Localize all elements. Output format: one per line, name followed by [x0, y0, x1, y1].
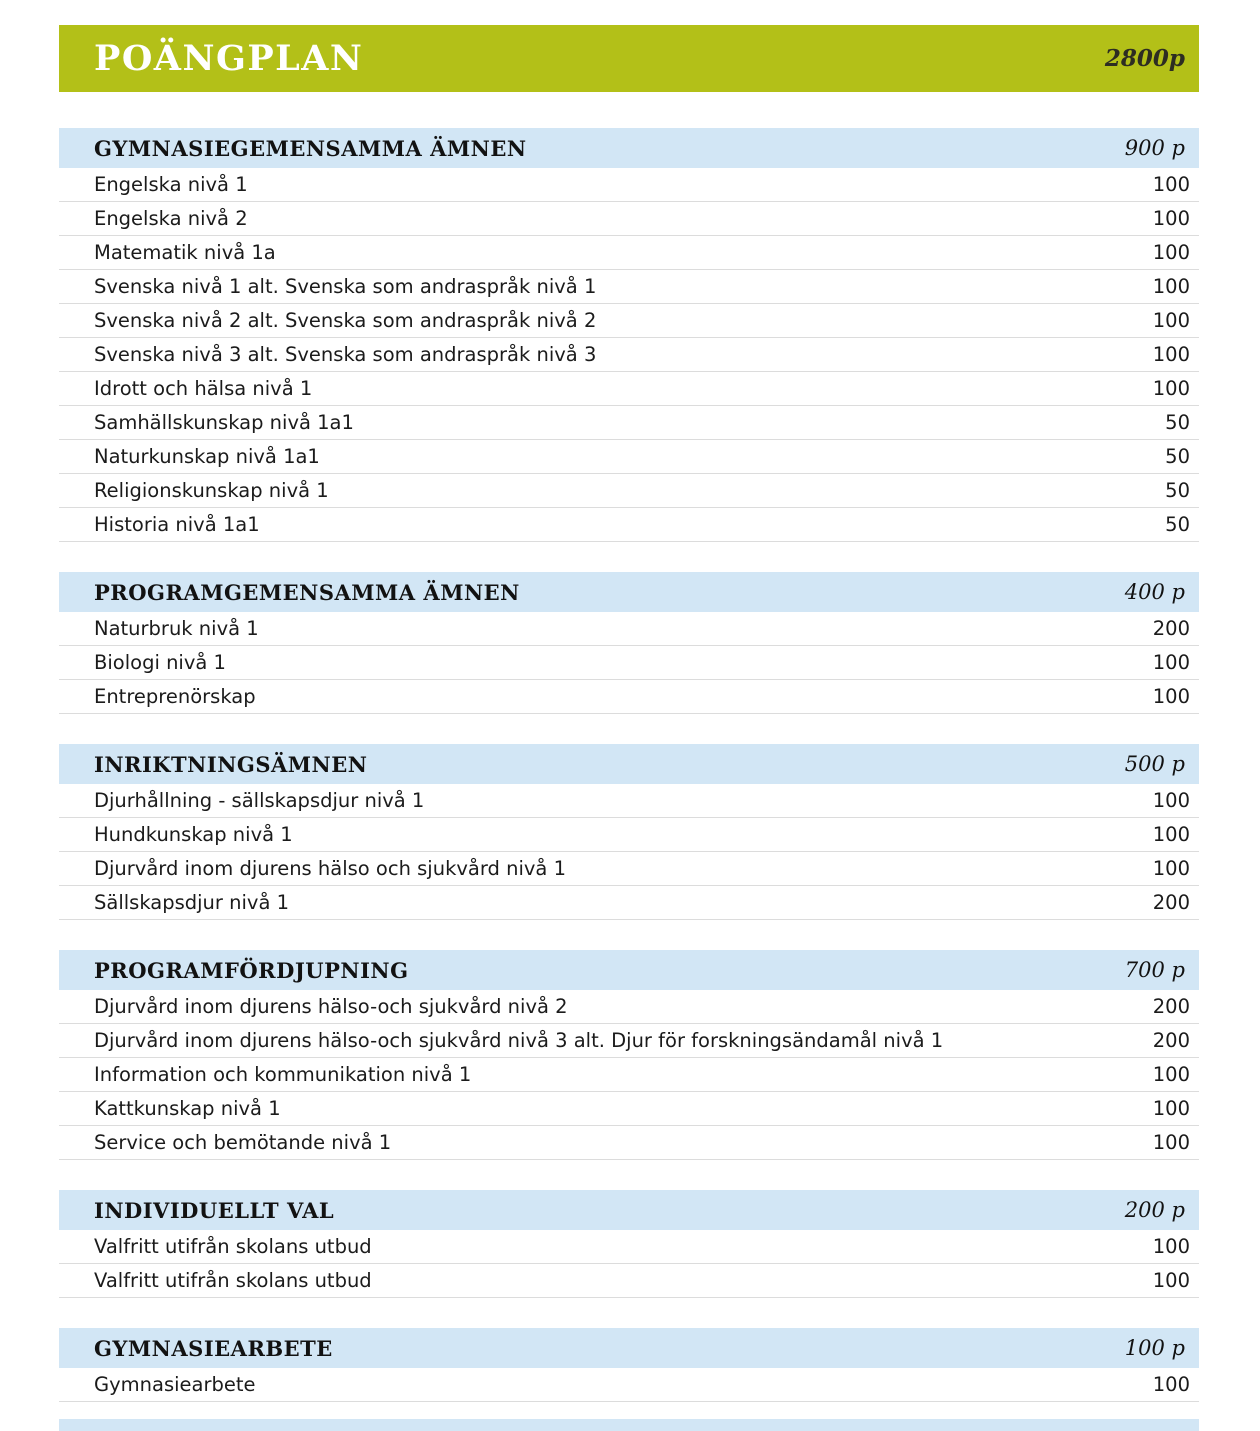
course-row [59, 1058, 1199, 1092]
partial-section-header [59, 1419, 1199, 1431]
course-points: 50 [1165, 513, 1190, 536]
course-name: Djurvård inom djurens hälso-och sjukvård nivå 2 [94, 995, 568, 1018]
course-name: Matematik nivå 1a [94, 241, 276, 264]
course-name: Svenska nivå 2 alt. Svenska som andraspråk nivå 2 [94, 309, 597, 332]
course-row [59, 1368, 1199, 1402]
course-name: Naturkunskap nivå 1a1 [94, 445, 320, 468]
course-row [59, 886, 1199, 920]
course-row [59, 508, 1199, 542]
course-points: 50 [1165, 479, 1190, 502]
course-row [59, 236, 1199, 270]
section-title: INRIKTNINGSÄMNEN [94, 751, 368, 777]
section-points: 100 p [1124, 1336, 1185, 1360]
course-points: 100 [1152, 1269, 1190, 1292]
course-name: Biologi nivå 1 [94, 651, 226, 674]
total-points: 2800p [1104, 45, 1185, 72]
course-points: 100 [1152, 1373, 1190, 1396]
course-points: 200 [1152, 617, 1190, 640]
course-row [59, 202, 1199, 236]
course-row [59, 784, 1199, 818]
section-header [59, 1328, 1199, 1368]
section-points: 500 p [1124, 752, 1185, 776]
section [59, 950, 1199, 1160]
course-row [59, 304, 1199, 338]
course-points: 100 [1152, 377, 1190, 400]
course-name: Entreprenörskap [94, 685, 256, 708]
course-points: 100 [1152, 309, 1190, 332]
section-points: 900 p [1124, 136, 1185, 160]
course-row [59, 818, 1199, 852]
poangplan-page [59, 25, 1199, 1431]
section-header [59, 950, 1199, 990]
course-name: Svenska nivå 3 alt. Svenska som andraspråk nivå 3 [94, 343, 597, 366]
course-row [59, 990, 1199, 1024]
course-row [59, 440, 1199, 474]
course-name: Valfritt utifrån skolans utbud [94, 1235, 372, 1258]
course-name: Samhällskunskap nivå 1a1 [94, 411, 354, 434]
section-title: GYMNASIEARBETE [94, 1335, 333, 1361]
section-title: GYMNASIEGEMENSAMMA ÄMNEN [94, 135, 527, 161]
section [59, 572, 1199, 714]
course-row [59, 1024, 1199, 1058]
section-points: 200 p [1124, 1198, 1185, 1222]
course-row [59, 372, 1199, 406]
course-points: 100 [1152, 207, 1190, 230]
course-row [59, 1264, 1199, 1298]
course-name: Djurvård inom djurens hälso-och sjukvård nivå 3 alt. Djur för forskningsändamål nivå 1 [94, 1029, 944, 1052]
course-points: 100 [1152, 343, 1190, 366]
course-name: Djurhållning - sällskapsdjur nivå 1 [94, 789, 425, 812]
course-points: 100 [1152, 651, 1190, 674]
course-points: 100 [1152, 275, 1190, 298]
course-row [59, 680, 1199, 714]
section-header [59, 128, 1199, 168]
course-points: 200 [1152, 995, 1190, 1018]
course-points: 100 [1152, 823, 1190, 846]
course-points: 100 [1152, 1131, 1190, 1154]
section-header [59, 572, 1199, 612]
section-title: PROGRAMGEMENSAMMA ÄMNEN [94, 579, 520, 605]
course-row [59, 1092, 1199, 1126]
course-name: Valfritt utifrån skolans utbud [94, 1269, 372, 1292]
course-row [59, 1230, 1199, 1264]
course-points: 100 [1152, 1097, 1190, 1120]
course-row [59, 612, 1199, 646]
course-row [59, 474, 1199, 508]
course-row [59, 406, 1199, 440]
section-points: 400 p [1124, 580, 1185, 604]
course-points: 50 [1165, 411, 1190, 434]
course-name: Service och bemötande nivå 1 [94, 1131, 392, 1154]
course-row [59, 168, 1199, 202]
section-points: 700 p [1124, 958, 1185, 982]
sections-container [59, 128, 1199, 1402]
course-name: Idrott och hälsa nivå 1 [94, 377, 313, 400]
course-points: 200 [1152, 1029, 1190, 1052]
course-points: 100 [1152, 173, 1190, 196]
course-name: Historia nivå 1a1 [94, 513, 260, 536]
course-name: Svenska nivå 1 alt. Svenska som andraspråk nivå 1 [94, 275, 597, 298]
course-points: 100 [1152, 1063, 1190, 1086]
course-name: Gymnasiearbete [94, 1373, 256, 1396]
banner [59, 25, 1199, 92]
section-title: INDIVIDUELLT VAL [94, 1197, 335, 1223]
course-points: 100 [1152, 789, 1190, 812]
course-points: 100 [1152, 241, 1190, 264]
course-name: Naturbruk nivå 1 [94, 617, 259, 640]
course-points: 50 [1165, 445, 1190, 468]
course-row [59, 852, 1199, 886]
section [59, 128, 1199, 542]
course-name: Engelska nivå 1 [94, 173, 248, 196]
course-row [59, 270, 1199, 304]
section [59, 1328, 1199, 1402]
section [59, 1190, 1199, 1298]
course-name: Kattkunskap nivå 1 [94, 1097, 281, 1120]
section-header [59, 1190, 1199, 1230]
course-name: Hundkunskap nivå 1 [94, 823, 293, 846]
section [59, 744, 1199, 920]
course-row [59, 1126, 1199, 1160]
course-name: Engelska nivå 2 [94, 207, 248, 230]
course-row [59, 646, 1199, 680]
course-name: Information och kommunikation nivå 1 [94, 1063, 472, 1086]
course-name: Djurvård inom djurens hälso och sjukvård nivå 1 [94, 857, 566, 880]
page-title: POÄNGPLAN [94, 38, 364, 79]
course-points: 100 [1152, 857, 1190, 880]
course-name: Sällskapsdjur nivå 1 [94, 891, 289, 914]
course-points: 200 [1152, 891, 1190, 914]
course-points: 100 [1152, 1235, 1190, 1258]
section-title: PROGRAMFÖRDJUPNING [94, 957, 409, 983]
course-name: Religionskunskap nivå 1 [94, 479, 329, 502]
course-points: 100 [1152, 685, 1190, 708]
course-row [59, 338, 1199, 372]
section-header [59, 744, 1199, 784]
